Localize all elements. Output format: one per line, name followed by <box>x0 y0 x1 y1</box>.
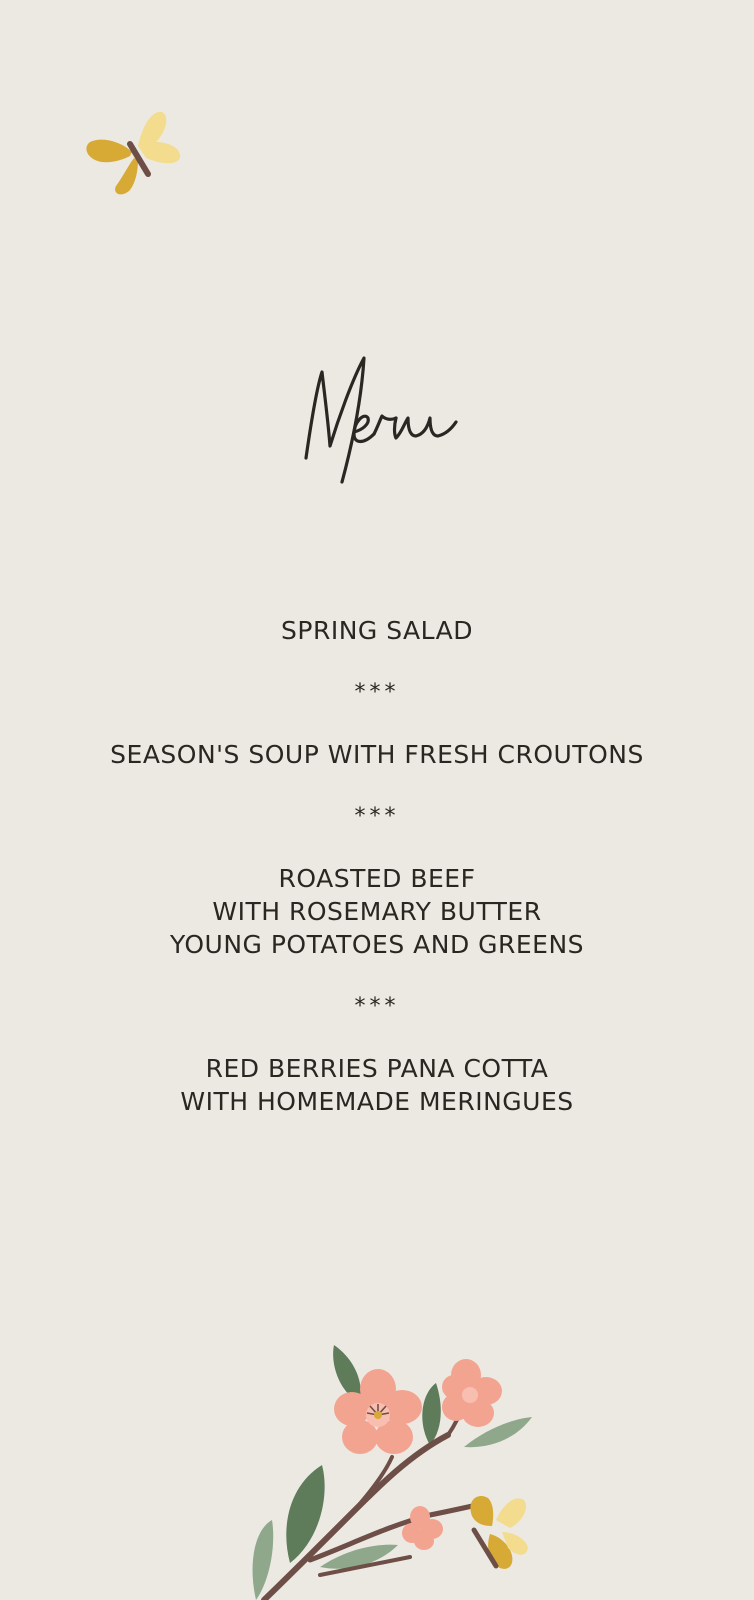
butterfly-icon <box>466 1492 536 1574</box>
course-separator: *** <box>354 994 400 1019</box>
course-line: WITH ROSEMARY BUTTER <box>212 897 542 926</box>
course-4 <box>0 1052 754 1118</box>
course-line: WITH HOMEMADE MERINGUES <box>180 1087 574 1116</box>
menu-courses <box>0 614 754 1118</box>
course-3 <box>0 862 754 961</box>
course-line: ROASTED BEEF <box>278 864 476 893</box>
course-separator: *** <box>354 804 400 829</box>
menu-title-text <box>0 350 1 351</box>
menu-title-script <box>292 350 462 490</box>
course-line: SPRING SALAD <box>281 616 473 645</box>
menu-title <box>0 350 754 500</box>
course-separator: *** <box>354 680 400 705</box>
course-line: SEASON'S SOUP WITH FRESH CROUTONS <box>110 740 644 769</box>
course-line: YOUNG POTATOES AND GREENS <box>169 930 585 959</box>
butterfly-icon <box>82 108 186 198</box>
course-1 <box>0 614 754 647</box>
course-2 <box>0 738 754 771</box>
course-line: RED BERRIES PANA COTTA <box>205 1054 549 1083</box>
